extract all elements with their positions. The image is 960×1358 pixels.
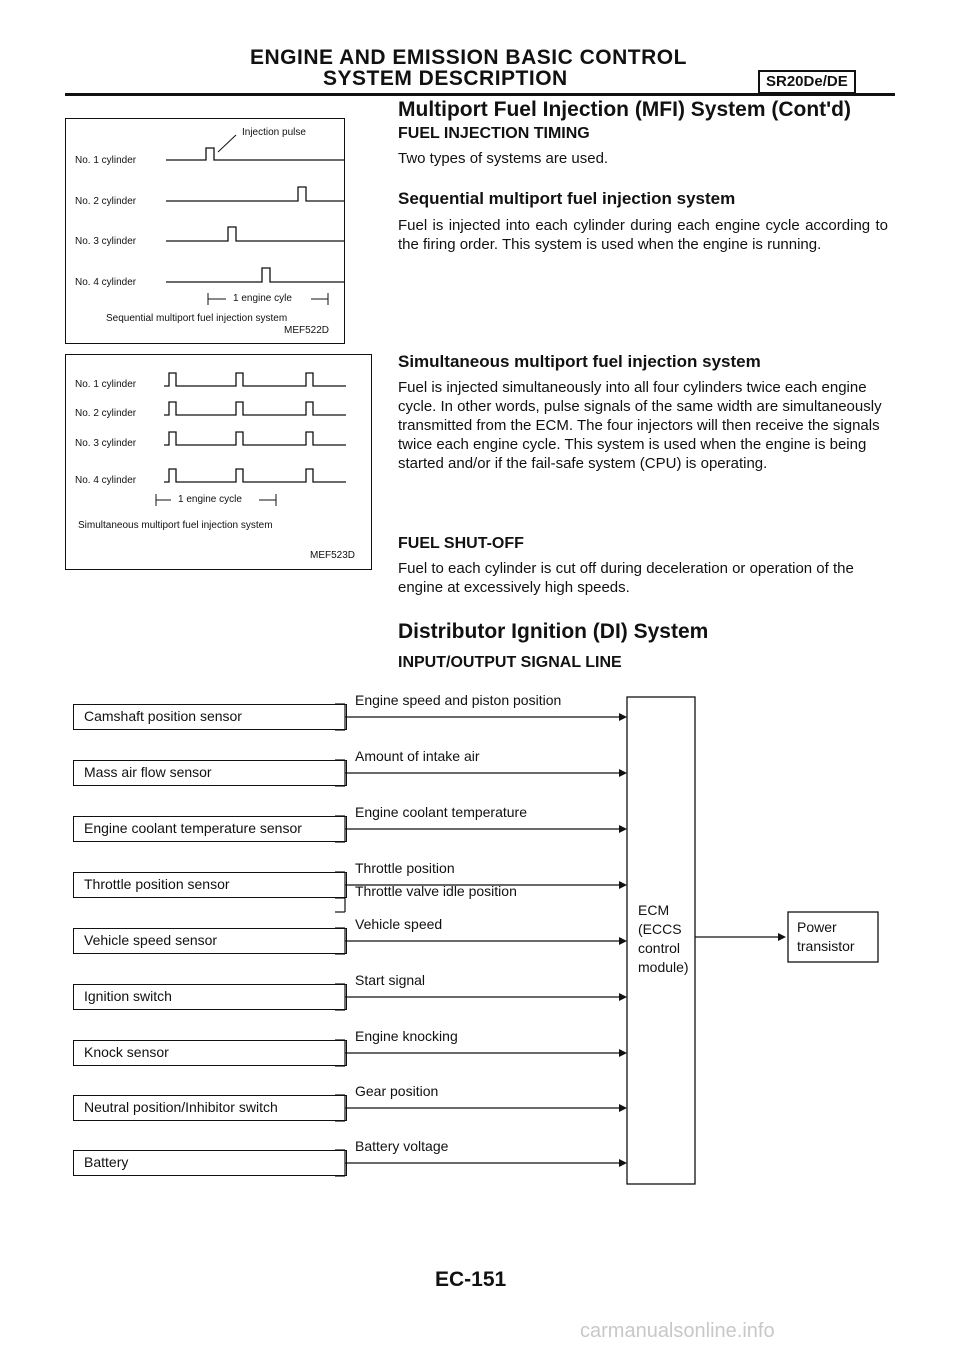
signal-label: Amount of intake air [355, 748, 480, 764]
signal-label: Engine coolant temperature [355, 804, 527, 820]
seq-cylinder-1-label: No. 1 cylinder [75, 155, 137, 166]
ecm-label-line3: control [638, 940, 681, 956]
fuel-shutoff-text: Fuel to each cylinder is cut off during deceleration or operation of the engine at excessively high speeds. [398, 560, 854, 596]
sensor-box: Throttle position sensor [73, 872, 347, 898]
ecm-label [638, 901, 689, 977]
power-transistor-label [797, 918, 855, 956]
section-title: Multiport Fuel Injection (MFI) System (Cont'd) [398, 98, 851, 121]
seq-cycle-label: 1 engine cyle [233, 293, 292, 304]
signal-label: Throttle position [355, 860, 455, 876]
sim-cylinder-1-label: No. 1 cylinder [75, 379, 137, 390]
sim-cylinder-2-label: No. 2 cylinder [75, 408, 137, 419]
signal-label: Start signal [355, 972, 426, 988]
seq-cylinder-2-label: No. 2 cylinder [75, 196, 137, 207]
simultaneous-text: Fuel is injected simultaneously into all four cylinders twice each engine cycle. In other words, pulse signals of the same width are simultaneously transmitted from the ECM. The four injectors will then receive the signals twice each engine cycle. This system is used when the engine is being started and/or if the fail-safe system (CPU) is operating. [398, 379, 882, 472]
di-system-heading: Distributor Ignition (DI) System [398, 620, 709, 643]
signal-label: Engine speed and piston position [355, 692, 562, 708]
sensor-box: Knock sensor [73, 1040, 347, 1066]
signal-label: Vehicle speed [355, 916, 443, 932]
signal-label: Engine knocking [355, 1028, 458, 1044]
model-badge: SR20De/DE [758, 70, 856, 94]
fuel-shutoff-heading: FUEL SHUT-OFF [398, 535, 524, 552]
sequential-heading: Sequential multiport fuel injection system [398, 189, 736, 208]
sensor-box: Ignition switch [73, 984, 347, 1010]
sensor-box: Vehicle speed sensor [73, 928, 347, 954]
sensor-box: Engine coolant temperature sensor [73, 816, 347, 842]
sim-caption: Simultaneous multiport fuel injection system [78, 520, 273, 531]
header-line1: ENGINE AND EMISSION BASIC CONTROL [250, 46, 687, 69]
ecm-label-line4: module) [638, 959, 689, 975]
seq-cylinder-4-label: No. 4 cylinder [75, 277, 137, 288]
power-transistor-line1: Power [797, 919, 837, 935]
sim-figure-code: MEF523D [310, 550, 356, 561]
signal-label: Battery voltage [355, 1138, 449, 1154]
simultaneous-heading: Simultaneous multiport fuel injection system [398, 352, 761, 371]
sensor-box: Camshaft position sensor [73, 704, 347, 730]
seq-caption: Sequential multiport fuel injection system [106, 313, 288, 324]
signal-label: Gear position [355, 1083, 439, 1099]
sensor-box: Battery [73, 1150, 347, 1176]
sequential-text: Fuel is injected into each cylinder during each engine cycle according to the firing order. This system is used when the engine is running. [398, 217, 888, 253]
sim-cylinder-3-label: No. 3 cylinder [75, 438, 137, 449]
seq-cylinder-3-label: No. 3 cylinder [75, 236, 137, 247]
power-transistor-line2: transistor [797, 938, 855, 954]
header-line2: SYSTEM DESCRIPTION [323, 67, 568, 90]
page-number: EC-151 [435, 1268, 507, 1291]
injection-pulse-label: Injection pulse [242, 127, 306, 138]
sim-cycle-label: 1 engine cycle [178, 494, 242, 505]
fuel-injection-timing-intro: Two types of systems are used. [398, 150, 609, 167]
seq-figure-code: MEF522D [284, 325, 330, 336]
signal-label: Throttle valve idle position [355, 883, 517, 899]
watermark: carmanualsonline.info [580, 1320, 775, 1342]
io-signal-line-heading: INPUT/OUTPUT SIGNAL LINE [398, 654, 622, 671]
sensor-box: Neutral position/Inhibitor switch [73, 1095, 347, 1121]
sensor-box: Mass air flow sensor [73, 760, 347, 786]
sim-cylinder-4-label: No. 4 cylinder [75, 475, 137, 486]
ecm-label-line1: ECM [638, 902, 670, 918]
ecm-label-line2: (ECCS [638, 921, 682, 937]
fuel-injection-timing-heading: FUEL INJECTION TIMING [398, 125, 590, 142]
